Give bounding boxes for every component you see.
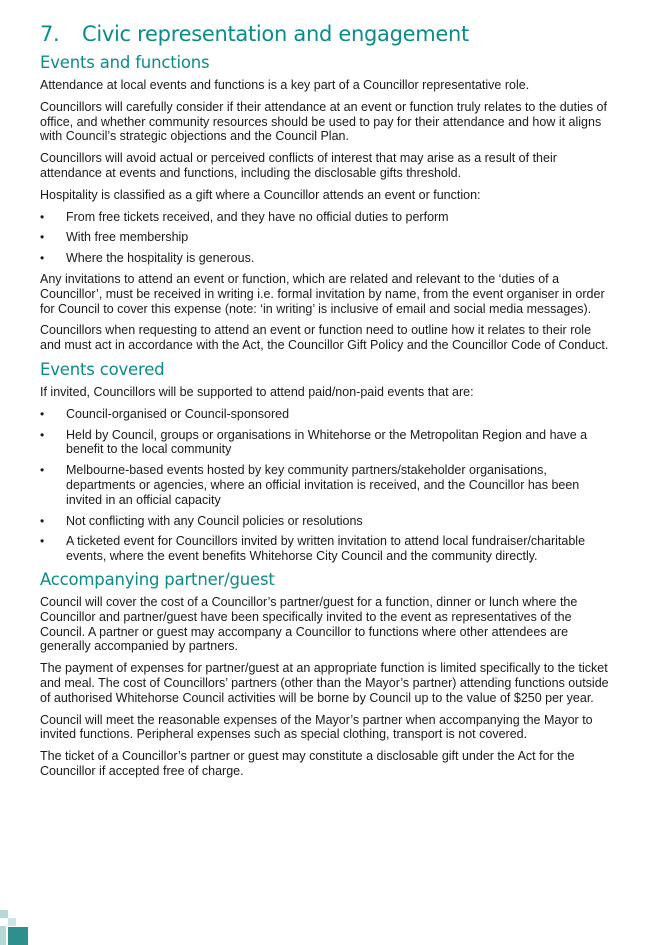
- subheading-partner-guest: Accompanying partner/guest: [40, 569, 275, 589]
- subheading-events-functions: Events and functions: [40, 53, 210, 72]
- list-item: • Held by Council, groups or organisations in Whitehorse or the Metropolitan Region and have a benefit to the local community: [40, 428, 615, 458]
- section-number: 7.: [40, 22, 60, 46]
- list-item: • A ticketed event for Councillors invited by written invitation to attend local fundraiser/charitable events, where the event benefits Whitehorse City Council and the community directly.: [40, 534, 615, 564]
- paragraph: Attendance at local events and functions is a key part of a Councillor representative role.: [40, 78, 530, 92]
- bullet-list-events: [40, 407, 615, 564]
- paragraph: Councillors will avoid actual or perceived conflicts of interest that may arise as a result of their attendance at events and functions, including the disclosable gifts threshold.: [40, 151, 557, 180]
- section-title: Civic representation and engagement: [82, 22, 469, 46]
- paragraph: Council will meet the reasonable expenses of the Mayor’s partner when accompanying the Mayor to invited functions. Peripheral expenses such as special clothing, transport is not covered.: [40, 712, 593, 742]
- list-item: • Council-organised or Council-sponsored: [40, 407, 615, 422]
- list-item: • Not conflicting with any Council policies or resolutions: [40, 514, 615, 529]
- paragraph: The payment of expenses for partner/guest at an appropriate function is limited specifically to the ticket and meal. The cost of Councillors’ partners (other than the Mayor’s partner) attending functions outside of authorised Whitehorse Council activities will be borne by Council up to the value of $250 per year.: [40, 661, 609, 705]
- bullet-list-hospitality: [40, 210, 615, 266]
- paragraph: Councillors will carefully consider if their attendance at an event or function truly relates to the duties of office, and whether community resources should be used to pay for their attendance and how it aligns with Council’s strategic objections and the Council Plan.: [40, 99, 607, 144]
- section-heading: [40, 22, 615, 46]
- paragraph: Councillors when requesting to attend an event or function need to outline how it relates to their role and must act in accordance with the Act, the Councillor Gift Policy and the Councillor Code of Conduct.: [40, 323, 609, 353]
- list-item: • From free tickets received, and they have no official duties to perform: [40, 210, 615, 225]
- list-item: • With free membership: [40, 230, 615, 245]
- subheading-events-covered: Events covered: [40, 359, 165, 379]
- paragraph: The ticket of a Councillor’s partner or guest may constitute a disclosable gift under the Act for the Councillor if accepted free of charge.: [40, 749, 575, 778]
- paragraph: Hospitality is classified as a gift where a Councillor attends an event or function:: [40, 187, 481, 202]
- paragraph: Any invitations to attend an event or function, which are related and relevant to the ‘duties of a Councillor’, must be received in writing i.e. formal invitation by name, from the event organiser in order for Council to cover this expense (note: ‘in writing’ is inclusive of email and social media messages).: [40, 271, 605, 316]
- paragraph: If invited, Councillors will be supported to attend paid/non-paid events that are:: [40, 384, 474, 399]
- document-page: [40, 22, 615, 786]
- paragraph: Council will cover the cost of a Councillor’s partner/guest for a function, dinner or lunch where the Councillor and partner/guest have been specifically invited to the event as representatives of the Council. A partner or guest may accompany a Councillor to functions where other attendees are generally accompanied by partners.: [40, 594, 578, 654]
- corner-decoration: [0, 910, 30, 945]
- list-item: • Where the hospitality is generous.: [40, 251, 615, 266]
- list-item: • Melbourne-based events hosted by key community partners/stakeholder organisations, departments or agencies, where an official invitation is received, and the Councillor has been invited in an official capacity: [40, 463, 615, 507]
